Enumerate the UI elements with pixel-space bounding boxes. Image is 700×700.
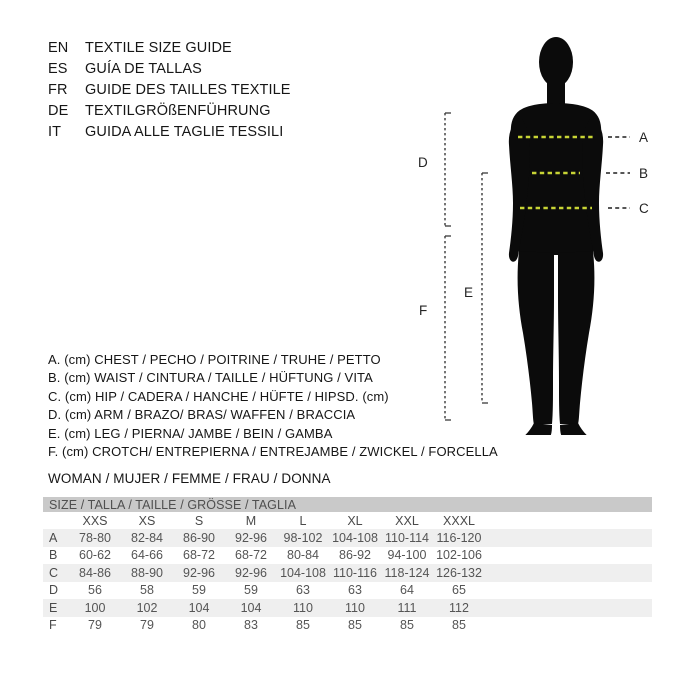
size-value: 80-84 <box>287 548 319 563</box>
size-table-body <box>43 529 652 634</box>
size-value: 111 <box>397 600 417 615</box>
guide-title: GUÍA DE TALLAS <box>85 60 202 77</box>
size-value: 92-96 <box>235 565 267 580</box>
size-value: 100 <box>84 600 106 615</box>
size-value: 85 <box>348 618 362 633</box>
figure-label-leg: E <box>464 285 474 300</box>
size-column-header: XL <box>347 513 363 528</box>
size-table-banner: SIZE / TALLA / TAILLE / GRÖSSE / TAGLIA <box>43 497 652 512</box>
figure-label-waist: B <box>639 166 649 181</box>
figure-label-arm: D <box>418 155 428 170</box>
legend-line: A. (cm) CHEST / PECHO / POITRINE / TRUHE / PETTO <box>48 351 381 367</box>
size-value: 63 <box>296 583 310 598</box>
language-row <box>48 79 291 100</box>
size-value: 64 <box>400 583 414 598</box>
guide-title: TEXTILE SIZE GUIDE <box>85 39 232 56</box>
figure-label-chest: A <box>639 130 649 145</box>
category-line: WOMAN / MUJER / FEMME / FRAU / DONNA <box>48 471 331 486</box>
legend-line: D. (cm) ARM / BRAZO/ BRAS/ WAFFEN / BRACCIA <box>48 407 356 423</box>
language-code: ES <box>48 60 68 77</box>
size-value: 65 <box>452 583 466 598</box>
size-column-header: M <box>245 513 257 528</box>
size-value: 116-120 <box>436 530 482 545</box>
size-value: 110 <box>345 600 365 615</box>
size-value: 85 <box>452 618 466 633</box>
size-value: 92-96 <box>235 530 267 545</box>
size-table-header <box>43 512 652 529</box>
size-value: 78-80 <box>79 530 111 545</box>
table-row <box>43 564 652 582</box>
language-row <box>48 37 291 58</box>
size-column-header: XXXL <box>443 513 475 528</box>
language-row <box>48 100 291 121</box>
row-label: A <box>49 530 58 545</box>
size-value: 112 <box>449 600 469 615</box>
size-value: 102 <box>136 600 158 615</box>
legend-line: B. (cm) WAIST / CINTURA / TAILLE / HÜFTUNG / VITA <box>48 370 373 386</box>
size-value: 104-108 <box>332 530 378 545</box>
size-value: 110 <box>293 600 313 615</box>
size-table <box>43 497 652 634</box>
size-value: 88-90 <box>131 565 163 580</box>
language-code: IT <box>48 123 62 140</box>
size-value: 84-86 <box>79 565 111 580</box>
row-label: C <box>49 565 59 580</box>
size-value: 58 <box>140 583 154 598</box>
size-value: 60-62 <box>79 548 111 563</box>
size-value: 98-102 <box>283 530 323 545</box>
size-value: 83 <box>244 618 258 633</box>
size-value: 102-106 <box>436 548 482 563</box>
row-label: E <box>49 600 58 615</box>
size-value: 85 <box>296 618 310 633</box>
table-row <box>43 599 652 617</box>
size-value: 64-66 <box>131 548 163 563</box>
figure-label-hip: C <box>639 201 649 216</box>
guide-title: GUIDE DES TAILLES TEXTILE <box>85 81 291 98</box>
legend-line: E. (cm) LEG / PIERNA/ JAMBE / BEIN / GAMBA <box>48 425 333 441</box>
size-value: 94-100 <box>387 548 427 563</box>
size-value: 80 <box>192 618 206 633</box>
size-column-header: L <box>299 513 307 528</box>
size-value: 86-90 <box>183 530 215 545</box>
size-value: 104 <box>240 600 262 615</box>
language-code: DE <box>48 102 69 119</box>
size-value: 79 <box>140 618 154 633</box>
legend-line: C. (cm) HIP / CADERA / HANCHE / HÜFTE / HIPSD. (cm) <box>48 388 389 404</box>
size-value: 68-72 <box>235 548 267 563</box>
table-row <box>43 547 652 565</box>
size-value: 126-132 <box>436 565 482 580</box>
measurement-legend <box>48 350 498 461</box>
size-value: 86-92 <box>339 548 371 563</box>
size-column-header: XS <box>138 513 156 528</box>
language-row <box>48 121 291 142</box>
legend-line: F. (cm) CROTCH/ ENTREPIERNA / ENTREJAMBE / ZWICKEL / FORCELLA <box>48 444 498 460</box>
size-column-header: XXL <box>395 513 419 528</box>
size-value: 82-84 <box>131 530 163 545</box>
size-value: 56 <box>88 583 102 598</box>
row-label: B <box>49 548 58 563</box>
language-row <box>48 58 291 79</box>
size-value: 104 <box>188 600 210 615</box>
guide-title: TEXTILGRÖßENFÜHRUNG <box>85 102 271 119</box>
size-value: 85 <box>400 618 414 633</box>
size-value: 110-114 <box>384 530 430 545</box>
size-value: 118-124 <box>384 565 430 580</box>
row-label: D <box>49 583 59 598</box>
table-row <box>43 582 652 600</box>
language-code: EN <box>48 39 69 56</box>
size-value: 79 <box>88 618 102 633</box>
language-title-list <box>48 37 291 142</box>
table-row <box>43 617 652 635</box>
row-label: F <box>49 618 57 633</box>
size-value: 68-72 <box>183 548 215 563</box>
guide-title: GUIDA ALLE TAGLIE TESSILI <box>85 123 284 140</box>
size-value: 63 <box>348 583 362 598</box>
size-value: 59 <box>192 583 206 598</box>
figure-label-crotch: F <box>419 303 428 318</box>
size-value: 59 <box>244 583 258 598</box>
table-row <box>43 529 652 547</box>
size-column-header: S <box>194 513 204 528</box>
woman-silhouette <box>509 37 603 435</box>
size-value: 104-108 <box>280 565 326 580</box>
size-value: 92-96 <box>183 565 215 580</box>
language-code: FR <box>48 81 68 98</box>
size-value: 110-116 <box>332 565 378 580</box>
size-column-header: XXS <box>82 513 108 528</box>
